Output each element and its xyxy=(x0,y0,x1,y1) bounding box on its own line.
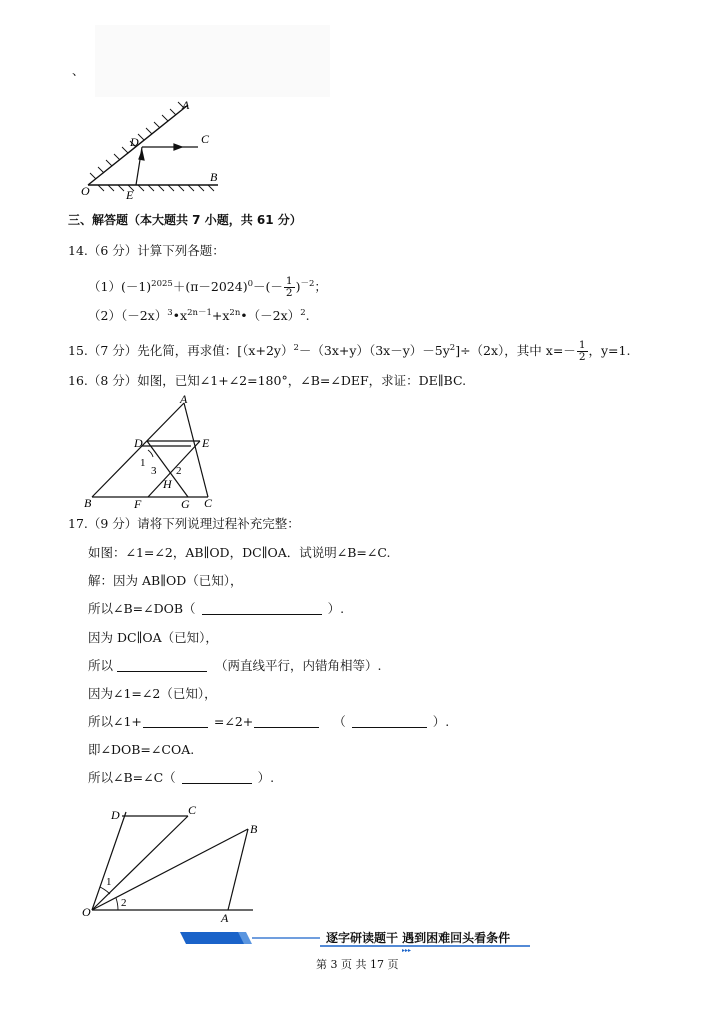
section-title: 三、解答题（本大题共 7 小题，共 61 分） xyxy=(68,213,302,227)
figure-angles xyxy=(78,798,268,928)
answer-blank-4[interactable] xyxy=(254,716,319,728)
hatch-OB xyxy=(98,185,214,191)
q14-heading: 14.（6 分）计算下列各题： xyxy=(68,243,225,258)
q17-step5: 因为∠1=∠2（已知）， xyxy=(88,686,217,701)
label-B: B xyxy=(250,822,258,836)
label-E: E xyxy=(126,188,134,202)
label-2: 2 xyxy=(121,897,127,909)
q17-step2: 所以∠B=∠DOB（ ）. xyxy=(88,601,345,616)
light-ray xyxy=(136,144,198,185)
svg-text:▸▸▸: ▸▸▸ xyxy=(402,948,412,952)
label-O: O xyxy=(82,905,91,919)
q16-text: 16.（8 分）如图，已知∠1+∠2=180°，∠B=∠DEF，求证：DE∥BC. xyxy=(68,373,467,388)
label-C: C xyxy=(188,803,197,817)
label-D: D xyxy=(130,135,139,149)
footer-slogan: 逐字研读题干 遇到困难回头看条件 xyxy=(326,931,511,945)
figure-triangle xyxy=(80,393,230,513)
q17-heading: 17.（9 分）请将下列说理过程补充完整： xyxy=(68,516,300,531)
q17-step8: 所以∠B=∠C（ ）. xyxy=(88,770,275,785)
answer-blank-1[interactable] xyxy=(202,603,322,615)
label-D: D xyxy=(134,436,143,450)
label-F: F xyxy=(134,497,142,511)
label-A: A xyxy=(221,911,229,925)
q15-text: 15.（7 分）先化简，再求值：$[(x+2y)^2-(3x+y)(3x-y)-5y^2]\div(2x)$，其中 x=－ $\frac{1}{2}$ ，y=1. xyxy=(68,339,631,363)
answer-blank-2[interactable] xyxy=(117,660,207,672)
segment-BA xyxy=(228,829,248,910)
label-1: 1 xyxy=(140,457,146,469)
label-2: 2 xyxy=(176,465,182,477)
label-E: E xyxy=(202,436,210,450)
stray-mark: 、 xyxy=(72,64,85,78)
label-G: G xyxy=(181,497,190,511)
scan-smudge xyxy=(95,25,330,97)
q17-step1: 解：因为 AB∥OD（已知）， xyxy=(88,573,243,588)
answer-blank-5[interactable] xyxy=(352,716,427,728)
figure-reflection xyxy=(78,95,228,205)
q14-part1: $(1)(-1)^{2025}+(\pi-2024)^0-(-$ $\frac{1}{2}$ )$^{-2}$； xyxy=(88,275,327,299)
label-1: 1 xyxy=(106,876,112,888)
answer-blank-6[interactable] xyxy=(182,772,252,784)
answer-blank-3[interactable] xyxy=(143,716,208,728)
label-A: A xyxy=(180,393,188,406)
label-3: 3 xyxy=(151,465,157,477)
q17-step7: 即∠DOB=∠COA. xyxy=(88,742,195,757)
side-AC xyxy=(184,403,208,497)
label-O: O xyxy=(81,184,90,198)
q14-part2: $(2)(-2x)^3•x^{2n-1}+x^{2n}•(-2x)^2$. xyxy=(88,308,310,323)
segment-OC xyxy=(92,816,188,910)
label-A: A xyxy=(182,98,190,112)
label-D: D xyxy=(111,808,120,822)
label-B: B xyxy=(84,496,92,510)
q17-step6: 所以∠1+ =∠2+ （ ）. xyxy=(88,714,450,729)
label-B: B xyxy=(210,170,218,184)
label-H: H xyxy=(163,477,172,491)
page-number: 第 3 页 共 17 页 xyxy=(316,958,399,971)
q17-step3: 因为 DC∥OA（已知）， xyxy=(88,630,218,645)
label-C: C xyxy=(204,496,213,510)
label-C: C xyxy=(201,132,210,146)
q17-given: 如图：∠1=∠2，AB∥OD，DC∥OA．试说明∠B=∠C. xyxy=(88,545,391,560)
q17-step4: 所以 （两直线平行，内错角相等）. xyxy=(88,658,382,673)
